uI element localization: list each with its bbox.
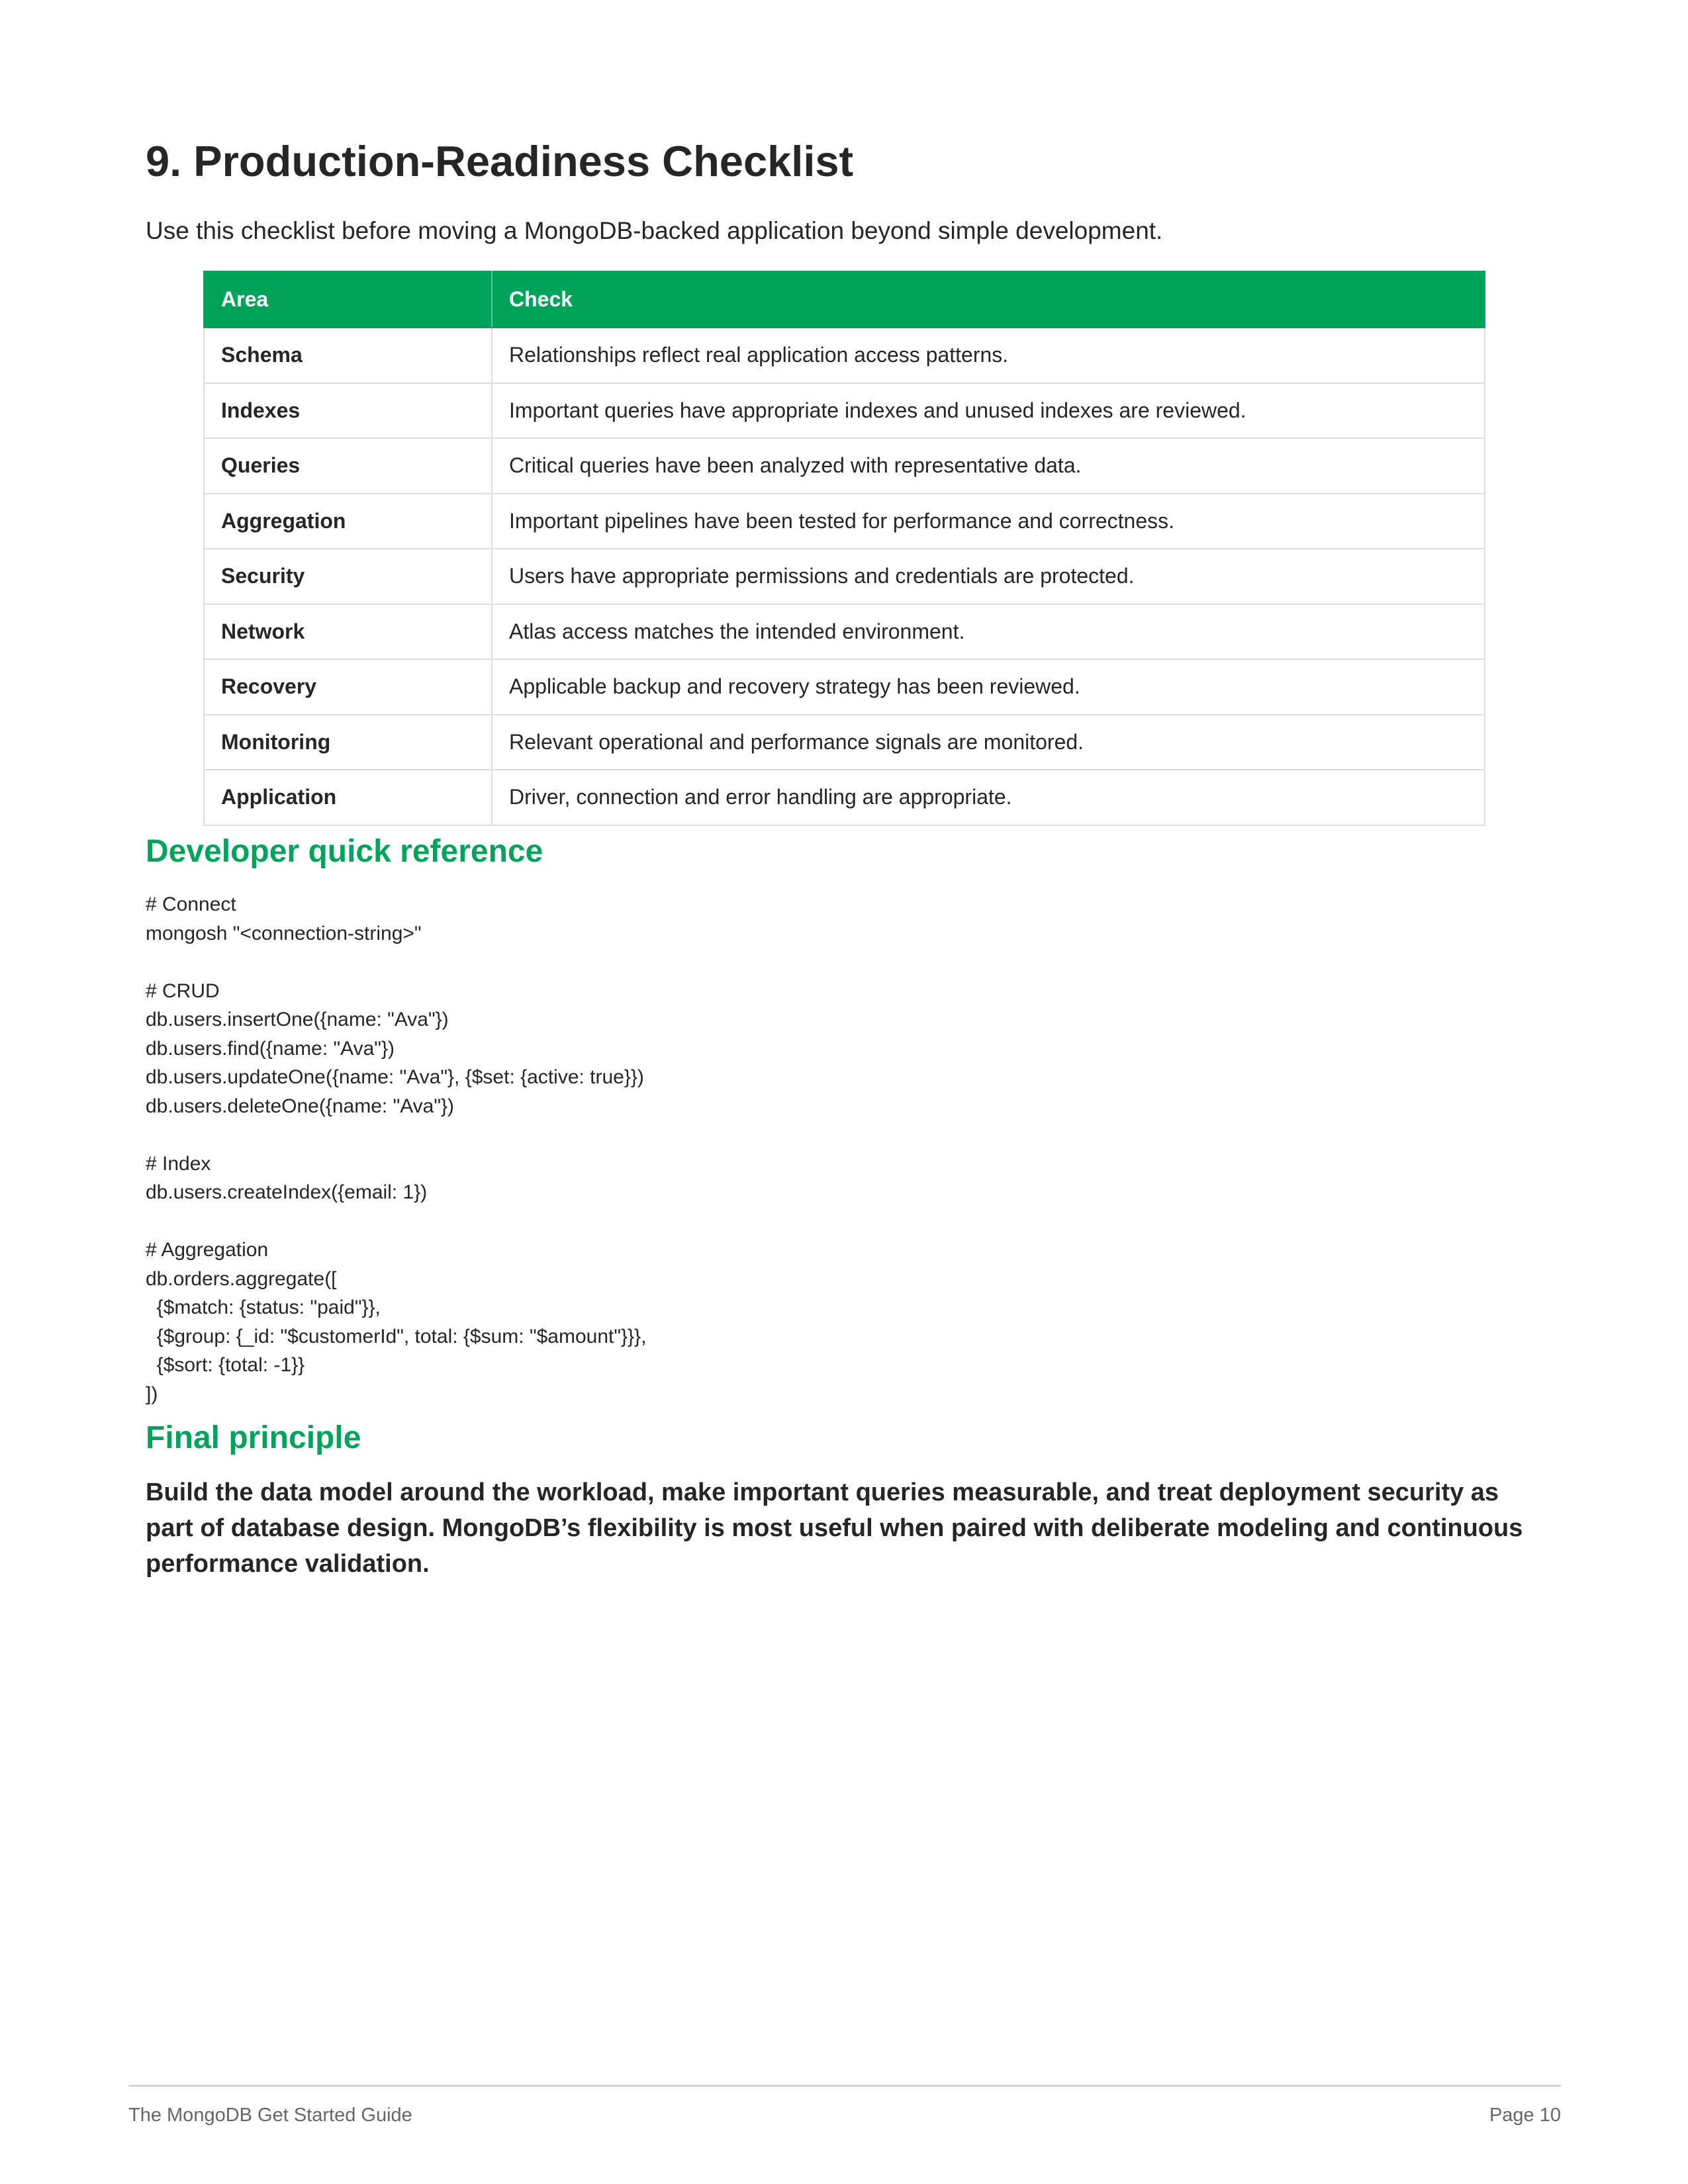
checklist-table bbox=[203, 271, 1485, 826]
table-row bbox=[204, 383, 1485, 439]
table-row bbox=[204, 494, 1485, 549]
area-cell: Aggregation bbox=[204, 494, 492, 549]
table-row bbox=[204, 438, 1485, 494]
area-cell: Network bbox=[204, 604, 492, 660]
quick-reference-heading: Developer quick reference bbox=[146, 834, 543, 869]
table-row bbox=[204, 770, 1485, 825]
check-cell: Critical queries have been analyzed with representative data. bbox=[492, 438, 1485, 494]
area-cell: Application bbox=[204, 770, 492, 825]
check-cell: Important pipelines have been tested for performance and correctness. bbox=[492, 494, 1485, 549]
check-cell: Users have appropriate permissions and credentials are protected. bbox=[492, 549, 1485, 604]
page-title: 9. Production-Readiness Checklist bbox=[146, 137, 854, 185]
column-header-check: Check bbox=[492, 271, 1485, 328]
table-row bbox=[204, 715, 1485, 770]
area-cell: Security bbox=[204, 549, 492, 604]
column-header-area: Area bbox=[204, 271, 492, 328]
footer-doc-title: The MongoDB Get Started Guide bbox=[128, 2105, 412, 2126]
code-block: # Connect mongosh "<connection-string>" # CRUD db.users.insertOne({name: "Ava"}) db.users.find({name: "Ava"}) db.users.updateOne({name: "Ava"}, {$set: {active: true}}) db.users.deleteOne({name: "Ava"}) # Index db.users.createIndex({email: 1}) # Aggregation db.orders.aggregate([ {$match: {status: "paid"}}, {$group: {_id: "$customerId", total: {$sum: "$amount"}}}, {$sort: {total: -1}} ]) bbox=[146, 893, 647, 1405]
area-cell: Monitoring bbox=[204, 715, 492, 770]
table-row bbox=[204, 604, 1485, 660]
footer-divider bbox=[128, 2085, 1561, 2087]
area-cell: Schema bbox=[204, 328, 492, 383]
table-row bbox=[204, 328, 1485, 383]
check-cell: Applicable backup and recovery strategy has been reviewed. bbox=[492, 659, 1485, 715]
check-cell: Important queries have appropriate indexes and unused indexes are reviewed. bbox=[492, 383, 1485, 439]
table-row bbox=[204, 659, 1485, 715]
final-principle-text: Build the data model around the workload, make important queries measurable, and treat deployment security as part of database design. MongoDB’s flexibility is most useful when paired with deliberate modeling and continuous performance validation. bbox=[146, 1479, 1523, 1578]
check-cell: Atlas access matches the intended environment. bbox=[492, 604, 1485, 660]
area-cell: Indexes bbox=[204, 383, 492, 439]
area-cell: Queries bbox=[204, 438, 492, 494]
check-cell: Relevant operational and performance signals are monitored. bbox=[492, 715, 1485, 770]
intro-paragraph: Use this checklist before moving a MongoDB-backed application beyond simple development. bbox=[146, 217, 1163, 244]
table-row bbox=[204, 549, 1485, 604]
area-cell: Recovery bbox=[204, 659, 492, 715]
footer-page-number: Page 10 bbox=[1489, 2105, 1561, 2126]
table-header-row bbox=[204, 271, 1485, 328]
check-cell: Driver, connection and error handling are appropriate. bbox=[492, 770, 1485, 825]
check-cell: Relationships reflect real application access patterns. bbox=[492, 328, 1485, 383]
final-principle-heading: Final principle bbox=[146, 1420, 361, 1455]
